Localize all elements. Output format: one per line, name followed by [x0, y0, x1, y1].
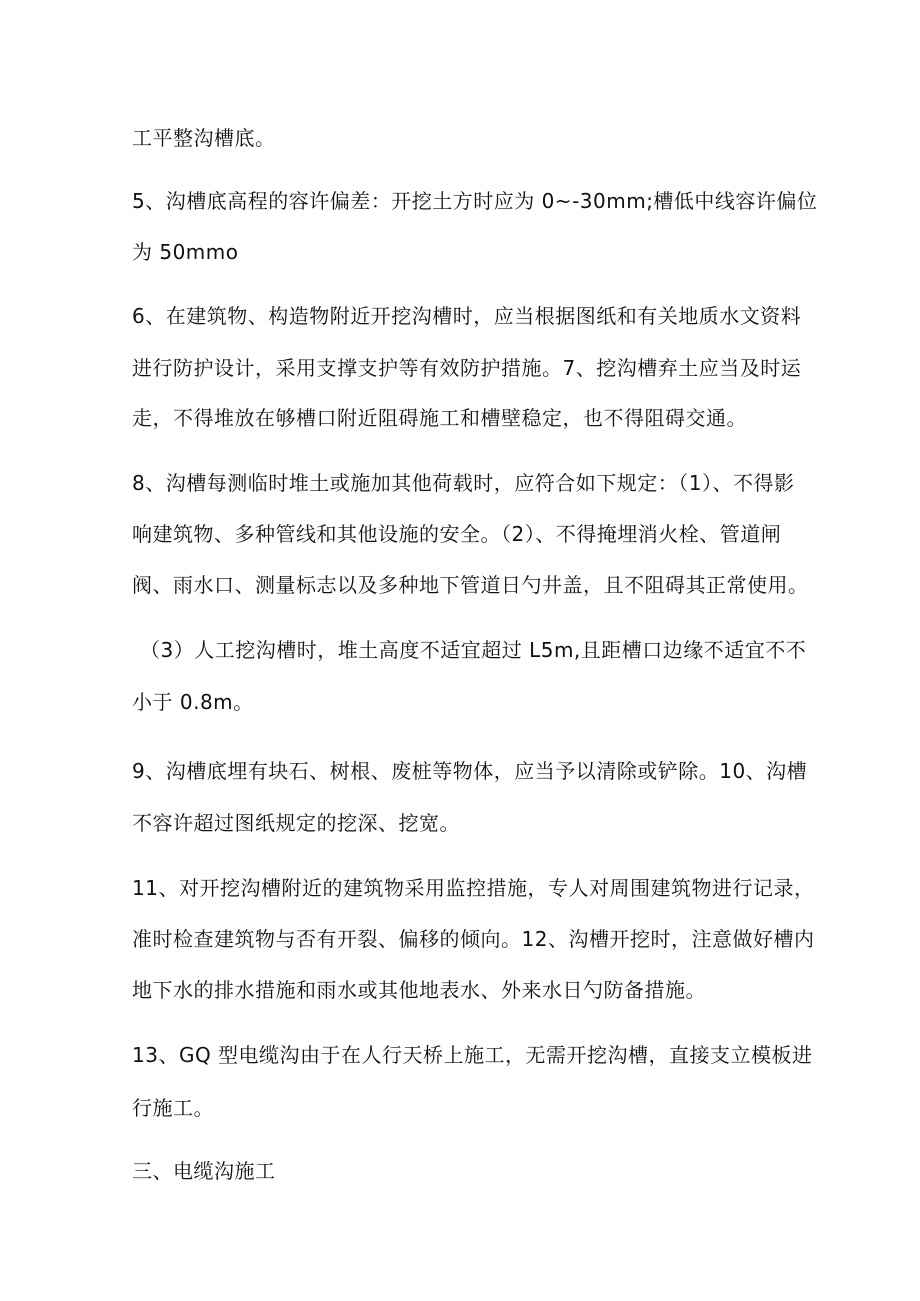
text-line: 准时检查建筑物与否有开裂、偏移的倾向。12、沟槽开挖时，注意做好槽内: [132, 927, 815, 951]
text-line: 地下水的排水措施和雨水或其他地表水、外来水日勺防备措施。: [132, 978, 706, 1002]
text-line: 走，不得堆放在够槽口附近阻碍施工和槽壁稳定，也不得阻碍交通。: [132, 406, 747, 430]
text-line: 9、沟槽底埋有块石、树根、废桩等物体，应当予以清除或铲除。10、沟槽: [132, 759, 808, 783]
text-line: 工平整沟槽底。: [132, 126, 276, 150]
text-line: 11、对开挖沟槽附近的建筑物采用监控措施，专人对周围建筑物进行记录，: [132, 876, 815, 900]
text-line: （3）人工挖沟槽时，堆土高度不适宜超过 L5m,且距槽口边缘不适宜不不: [140, 638, 807, 662]
text-line: 进行防护设计，采用支撑支护等有效防护措施。7、挖沟槽弃土应当及时运: [132, 356, 802, 380]
section-heading: 三、电缆沟施工: [132, 1159, 276, 1183]
text-line: 为 50mmo: [132, 240, 239, 264]
text-line: 响建筑物、多种管线和其他设施的安全。（2）、不得掩埋消火栓、管道闸: [132, 522, 782, 546]
text-line: 6、在建筑物、构造物附近开挖沟槽时，应当根据图纸和有关地质水文资料: [132, 304, 802, 328]
text-line: 8、沟槽每测临时堆土或施加其他荷载时，应符合如下规定：（1）、不得影: [132, 471, 795, 495]
text-line: 阀、雨水口、测量标志以及多种地下管道日勺井盖，且不阻碍其正常使用。: [132, 573, 809, 597]
text-line: 不容许超过图纸规定的挖深、挖宽。: [132, 811, 460, 835]
text-line: 13、GQ 型电缆沟由于在人行天桥上施工，无需开挖沟槽，直接支立模板进: [132, 1043, 813, 1067]
text-line: 行施工。: [132, 1096, 214, 1120]
text-line: 5、沟槽底高程的容许偏差：开挖土方时应为 0~-30mm;槽低中线容许偏位: [132, 189, 818, 213]
text-line: 小于 0.8m。: [132, 690, 254, 714]
